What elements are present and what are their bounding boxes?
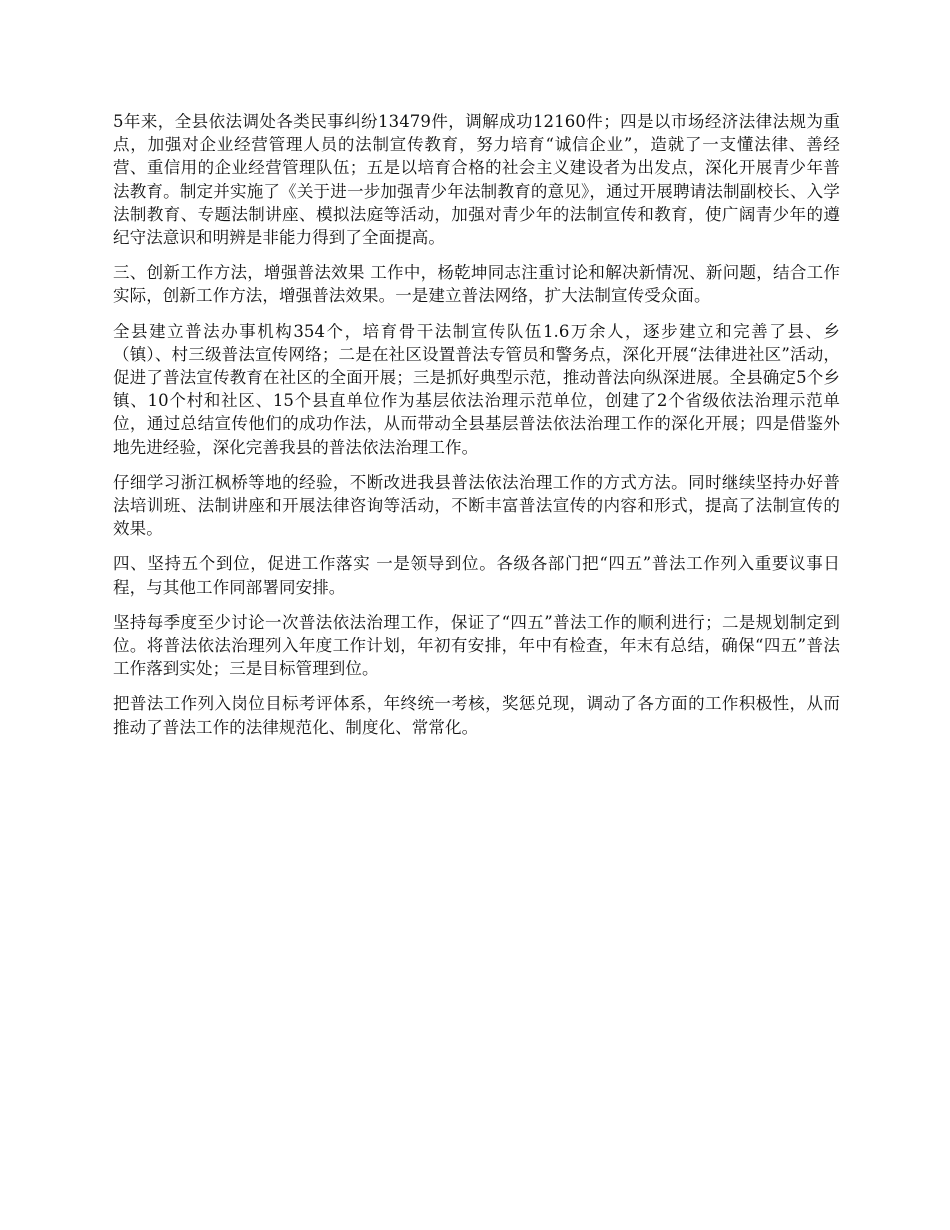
paragraph-2: 三、创新工作方法，增强普法效果 工作中，杨乾坤同志注重讨论和解决新情况、新问题，结合工作实际，创新工作方法，增强普法效果。一是建立普法网络，扩大法制宣传受众面。: [113, 263, 840, 306]
paragraph-1: 5年来，全县依法调处各类民事纠纷13479件，调解成功12160件；四是以市场经济法律法规为重点，加强对企业经营管理人员的法制宣传教育，努力培育“诚信企业”，造就了一支懂法律、善经营、重信用的企业经营管理队伍；五是以培育合格的社会主义建设者为出发点，深化开展青少年普法教育。制定并实施了《关于进一步加强青少年法制教育的意见》，通过开展聘请法制副校长、入学法制教育、专题法制讲座、模拟法庭等活动，加强对青少年的法制宣传和教育，使广阔青少年的遵纪守法意识和明辨是非能力得到了全面提高。: [113, 112, 840, 248]
document-body: [113, 110, 840, 751]
paragraph-3: 全县建立普法办事机构354个，培育骨干法制宣传队伍1.6万余人，逐步建立和完善了县、乡（镇）、村三级普法宣传网络；二是在社区设置普法专管员和警务点，深化开展“法律进社区”活动，促进了普法宣传教育在社区的全面开展；三是抓好典型示范，推动普法向纵深进展。全县确定5个乡镇、10个村和社区、15个县直单位作为基层依法治理示范单位，创建了2个省级依法治理示范单位，通过总结宣传他们的成功作法，从而带动全县基层普法依法治理工作的深化开展；四是借鉴外地先进经验，深化完善我县的普法依法治理工作。: [113, 321, 840, 457]
paragraph-6: 坚持每季度至少讨论一次普法依法治理工作，保证了“四五”普法工作的顺利进行；二是规划制定到位。将普法依法治理列入年度工作计划，年初有安排，年中有检查，年末有总结，确保“四五”普法工作落到实处；三是目标管理到位。: [113, 612, 840, 679]
paragraph-4: 仔细学习浙江枫桥等地的经验，不断改进我县普法依法治理工作的方式方法。同时继续坚持办好普法培训班、法制讲座和开展法律咨询等活动，不断丰富普法宣传的内容和形式，提高了法制宣传的效果。: [113, 472, 840, 539]
paragraph-5: 四、坚持五个到位，促进工作落实 一是领导到位。各级各部门把“四五”普法工作列入重要议事日程，与其他工作同部署同安排。: [113, 554, 840, 597]
paragraph-7: 把普法工作列入岗位目标考评体系，年终统一考核，奖惩兑现，调动了各方面的工作积极性，从而推动了普法工作的法律规范化、制度化、常常化。: [113, 694, 840, 737]
